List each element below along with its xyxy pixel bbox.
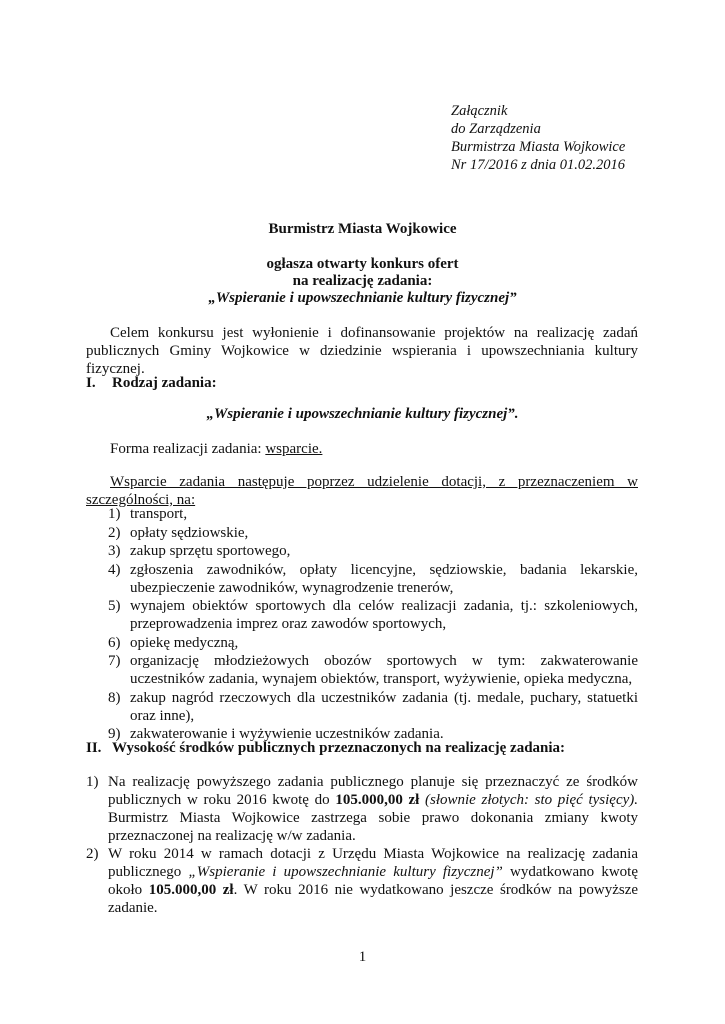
form-label: Forma realizacji zadania: [110,441,266,457]
support-items-list [108,505,638,744]
previous-funding-text-3: . W roku 2016 nie wydatkowano jeszcze środków na powyższe zadanie. [108,882,639,916]
annex-line: Załącznik [451,103,508,119]
section-1-heading [86,375,217,392]
section-1-number: I. [86,375,96,391]
intro-paragraph [86,324,638,378]
list-item-number: 6) [108,634,121,651]
list-item-text: transport, [130,506,188,522]
list-item [108,652,638,688]
previous-funding-amount: 105.000,00 zł [148,882,234,898]
previous-funding-text: W roku 2014 w ramach dotacji z Urzędu Miasta Wojkowice na realizację zadania publicznego [108,846,638,880]
list-item [108,597,638,633]
announcement-line-2: na realizację zadania: [292,273,433,289]
form-of-realization [110,441,322,458]
list-item-number: 2) [108,524,121,541]
list-item-number: 3) [108,543,121,559]
intro-text: Celem konkursu jest wyłonienie i dofinansowanie projektów na realizację zadań publicznych Gminy Wojkowice w dziedzinie wspierania i upowszechniania kultury fizycznej. [86,325,638,377]
issuer-heading: Burmistrz Miasta Wojkowice [268,221,457,237]
funding-amount: 105.000,00 zł [335,792,420,808]
annex-line: Burmistrza Miasta Wojkowice [451,139,626,155]
list-item-number: 5) [108,598,121,614]
list-item-text: zakup nagród rzeczowych dla uczestników zadania (tj. medale, puchary, statuetki oraz inne), [130,689,638,724]
section-2-heading [86,740,565,757]
form-value: wsparcie. [265,441,323,457]
section-1-title: Rodzaj zadania: [112,375,217,391]
list-item-number: 4) [108,561,121,578]
list-item-number: 8) [108,689,121,706]
list-item-text: organizację młodzieżowych obozów sportowych w tym: zakwaterowanie uczestników zadania, wynajem obiektów, transport, wyżywienie, opieka medyczna, [130,653,638,687]
list-item-text: zakup sprzętu sportowego, [130,543,291,559]
list-item-text: zakwaterowanie i wyżywienie uczestników zadania. [130,726,444,742]
list-item-number: 1) [86,774,99,790]
funding-text: Na realizację powyższego zadania publicznego planuje się przeznaczyć ze środków publicznych w roku 2016 kwotę do [108,774,638,808]
page-number: 1 [358,949,367,965]
list-item [108,542,638,560]
section-2-title: Wysokość środków publicznych przeznaczonych na realizację zadania: [112,740,566,756]
list-item-text: opiekę medyczną, [130,634,239,651]
list-item-text: opłaty sędziowskie, [130,524,249,541]
annex-line: do Zarządzenia [451,121,541,137]
list-item [86,773,638,845]
task-title-heading: „Wspieranie i upowszechnianie kultury fizycznej” [208,290,517,306]
list-item [108,561,638,597]
previous-task-title: „Wspieranie i upowszechnianie kultury fizycznej” [188,864,503,880]
annex-reference [451,102,625,174]
list-item [108,524,638,542]
funding-list [86,773,638,917]
list-item-text: zgłoszenia zawodników, opłaty licencyjne, sędziowskie, badania lekarskie, ubezpieczenie zawodników, wynagrodzenie trenerów, [130,561,638,596]
announcement-line-1: ogłasza otwarty konkurs ofert [266,256,459,272]
list-item-number: 2) [86,846,99,862]
funding-reservation-text: Burmistrz Miasta Wojkowice zastrzega sobie prawo dokonania zmiany kwoty przeznaczonej na realizację w/w zadania. [108,810,638,844]
list-item-number: 1) [108,506,121,522]
section-1-task-name: „Wspieranie i upowszechnianie kultury fizycznej”. [206,406,519,422]
support-intro-paragraph [86,473,638,509]
list-item [108,505,638,523]
list-item-text: wynajem obiektów sportowych dla celów realizacji zadania, tj.: szkoleniowych, przeprowadzenia imprez oraz zawodów sportowych, [130,598,638,632]
previous-funding-text-2: wydatkowano kwotę około [108,864,638,898]
annex-line: Nr 17/2016 z dnia 01.02.2016 [451,157,626,173]
amount-in-words: (słownie złotych: sto pięć tysięcy). [424,792,639,808]
support-intro-text: Wsparcie zadania następuje poprzez udzielenie dotacji, z przeznaczeniem w szczególności, na: [86,474,638,508]
list-item [108,634,638,652]
list-item [108,689,638,725]
list-item-number: 9) [108,726,121,742]
section-2-number: II. [86,740,102,756]
list-item-number: 7) [108,653,121,669]
list-item [86,845,638,917]
